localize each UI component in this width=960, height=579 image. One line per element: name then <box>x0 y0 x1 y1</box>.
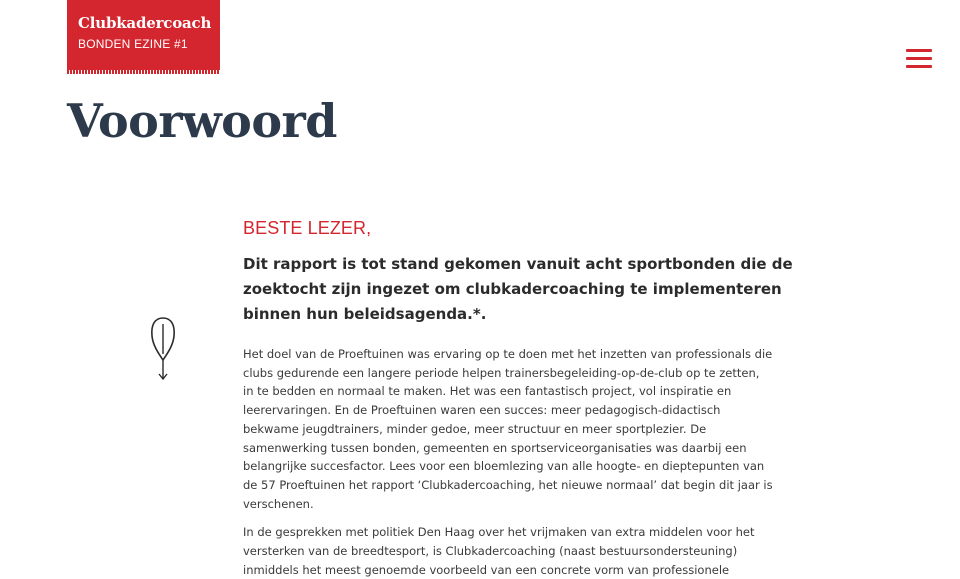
feather-quill-icon <box>147 316 179 382</box>
page-title: Voorwoord <box>67 94 337 148</box>
menu-bar-bottom <box>906 65 932 68</box>
body-paragraph-2: In de gesprekken met politiek Den Haag over het vrijmaken van extra middelen voor het versterken van de breedtesport, is Clubkadercoaching (naast bestuursondersteuning) inmiddels het meest genoemde voorbeeld van een concrete vorm van professionele <box>243 525 755 577</box>
menu-bar-top <box>906 49 932 52</box>
salutation-heading: BESTE LEZER, <box>243 218 372 238</box>
brand-title: Clubkadercoach <box>78 14 212 32</box>
hamburger-menu-icon[interactable] <box>903 46 935 70</box>
body-paragraph-1: Het doel van de Proeftuinen was ervaring op te doen met het inzetten van professionals die clubs gedurende een langere periode helpen trainersbegeleiding-op-de-club op te zetten, in te bedden en normaal te maken. Het was een fantastisch project, vol inspiratie en leerervaringen. En de Proeftuinen waren een succes: meer pedagogisch-didactisch bekwame jeugdtrainers, minder gedoe, meer structuur en meer sportplezier. De samenwerking tussen bonden, gemeenten en sportserviceorganisaties was daarbij een belangrijke succesfactor. Lees voor een bloemlezing van alle hoogte- en dieptepunten van de 57 Proeftuinen het rapport ‘Clubkadercoaching, het nieuwe normaal’ dat begin dit jaar is verschenen. <box>243 347 773 511</box>
lead-paragraph: Dit rapport is tot stand gekomen vanuit acht sportbonden die de zoektocht zijn ingezet om clubkadercoaching te implementeren binnen hun beleidsagenda.*. <box>243 255 793 323</box>
menu-bar-middle <box>906 57 932 60</box>
brand-subtitle: BONDEN EZINE #1 <box>78 37 188 51</box>
article <box>243 214 823 579</box>
brand-badge[interactable] <box>67 0 220 72</box>
